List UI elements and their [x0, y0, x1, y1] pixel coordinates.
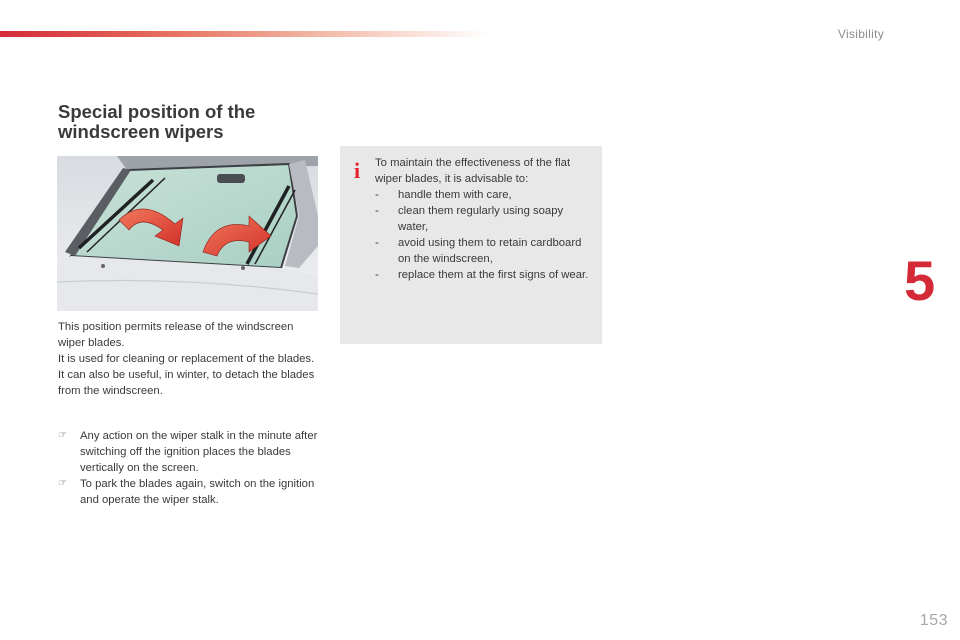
info-list-item: [375, 235, 595, 267]
info-list-text: avoid using them to retain cardboard on the windscreen,: [398, 237, 582, 265]
page-title-line-2: windscreen wipers: [58, 121, 224, 142]
info-list: [375, 187, 595, 283]
info-icon: i: [354, 158, 361, 183]
dash-marker: -: [375, 189, 379, 201]
pointing-hand-bullet-icon: ☞: [58, 478, 67, 489]
dash-marker: -: [375, 205, 379, 217]
chapter-number: 5: [904, 249, 936, 312]
instruction-text: To park the blades again, switch on the ignition and operate the wiper stalk.: [80, 478, 315, 506]
info-list-item: [375, 267, 595, 283]
instruction-text: Any action on the wiper stalk in the minute after switching off the ignition places the blades vertically on the screen.: [80, 430, 318, 474]
instruction-item: [58, 428, 320, 476]
pointing-hand-bullet-icon: ☞: [58, 430, 67, 441]
page-title: [58, 102, 255, 142]
intro-sentence-2: It is used for cleaning or replacement of the blades. It can also be useful, in winter, to detach the blades from the windscreen.: [58, 353, 315, 397]
info-list-item: [375, 187, 595, 203]
instruction-item: [58, 476, 320, 508]
info-intro: To maintain the effectiveness of the flat wiper blades, it is advisable to:: [375, 157, 571, 185]
dash-marker: -: [375, 269, 379, 281]
instruction-list: [58, 428, 320, 508]
page-title-line-1: Special position of the: [58, 101, 256, 122]
info-list-text: replace them at the first signs of wear.: [398, 269, 589, 281]
info-list-text: handle them with care,: [398, 189, 512, 201]
maintenance-info-box: [340, 146, 602, 344]
dash-marker: -: [375, 237, 379, 249]
section-label: Visibility: [837, 27, 884, 41]
intro-paragraph: [58, 319, 320, 399]
info-list-text: clean them regularly using soapy water,: [398, 205, 564, 233]
windscreen-wipers-illustration: [57, 156, 318, 311]
info-list-item: [375, 203, 595, 235]
header-accent-bar: [0, 31, 490, 37]
intro-sentence-1: This position permits release of the windscreen wiper blades.: [58, 321, 294, 349]
page-number: 153: [919, 612, 948, 629]
